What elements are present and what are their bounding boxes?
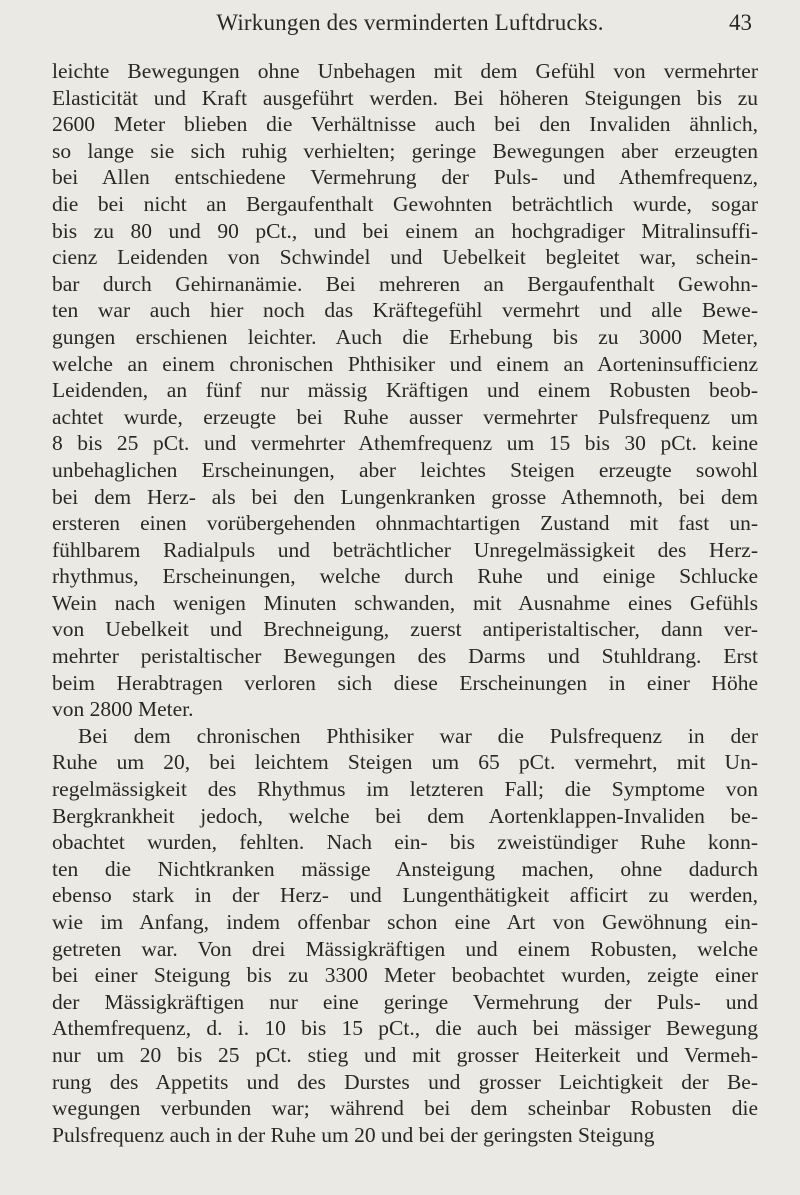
text-line: ten war auch hier noch das Kräftegefühl vermehrt und alle Bewe- xyxy=(52,298,758,323)
text-line: Elasticität und Kraft ausgeführt werden. Bei höheren Steigungen bis zu xyxy=(52,85,758,110)
running-title: Wirkungen des verminderten Luftdrucks. xyxy=(216,10,604,35)
text-line: rhythmus, Erscheinungen, welche durch Ruhe und einige Schlucke xyxy=(52,564,758,589)
text-line: welche an einem chronischen Phthisiker und einem an Aorteninsufficienz xyxy=(52,351,758,376)
running-head xyxy=(60,10,760,46)
text-line: Leidenden, an fünf nur mässig Kräftigen und einem Robusten beob- xyxy=(52,378,758,403)
text-line: bis zu 80 und 90 pCt., und bei einem an hochgradiger Mitralinsuffi- xyxy=(52,218,758,243)
text-line: beim Herabtragen verloren sich diese Erscheinungen in einer Höhe xyxy=(52,670,758,695)
text-line: wegungen verbunden war; während bei dem scheinbar Robusten die xyxy=(52,1096,758,1121)
text-line: getreten war. Von drei Mässigkräftigen und einem Robusten, welche xyxy=(52,936,758,961)
text-line: bar durch Gehirnanämie. Bei mehreren an Bergaufenthalt Gewohn- xyxy=(52,271,758,296)
paragraph-2 xyxy=(52,723,758,1149)
text-line: 8 bis 25 pCt. und vermehrter Athemfrequenz um 15 bis 30 pCt. keine xyxy=(52,431,758,456)
text-line: rung des Appetits und des Durstes und grosser Leichtigkeit der Be- xyxy=(52,1069,758,1094)
text-line: so lange sie sich ruhig verhielten; geringe Bewegungen aber erzeugten xyxy=(52,138,758,163)
text-line: Athemfrequenz, d. i. 10 bis 15 pCt., die auch bei mässiger Bewegung xyxy=(52,1016,758,1041)
text-line: Bergkrankheit jedoch, welche bei dem Aortenklappen-Invaliden be- xyxy=(52,803,758,828)
text-line: obachtet wurden, fehlten. Nach ein- bis zweistündiger Ruhe konn- xyxy=(52,830,758,855)
text-line: leichte Bewegungen ohne Unbehagen mit dem Gefühl von vermehrter xyxy=(52,59,758,83)
text-line: cienz Leidenden von Schwindel und Uebelkeit begleitet war, schein- xyxy=(52,245,758,270)
text-line: Bei dem chronischen Phthisiker war die Pulsfrequenz in der xyxy=(78,723,758,748)
text-line: gungen erschienen leichter. Auch die Erhebung bis zu 3000 Meter, xyxy=(52,324,758,349)
text-line: Pulsfrequenz auch in der Ruhe um 20 und bei der geringsten Steigung xyxy=(52,1122,655,1147)
text-line: der Mässigkräftigen nur eine geringe Vermehrung der Puls- und xyxy=(52,989,758,1014)
text-line: regelmässigkeit des Rhythmus im letzteren Fall; die Symptome von xyxy=(52,777,758,802)
text-line: mehrter peristaltischer Bewegungen des Darms und Stuhldrang. Erst xyxy=(52,644,758,669)
text-line: Ruhe um 20, bei leichtem Steigen um 65 pCt. vermehrt, mit Un- xyxy=(52,750,758,775)
text-line: die bei nicht an Bergaufenthalt Gewohnten beträchtlich wurde, sogar xyxy=(52,191,758,216)
body-text xyxy=(52,58,758,1148)
text-line: wie im Anfang, indem offenbar schon eine Art von Gewöhnung ein- xyxy=(52,910,758,934)
text-line: von 2800 Meter. xyxy=(52,697,194,722)
text-line: bei Allen entschiedene Vermehrung der Puls- und Athemfrequenz, xyxy=(52,165,758,190)
text-line: bei einer Steigung bis zu 3300 Meter beobachtet wurden, zeigte einer xyxy=(52,963,758,988)
text-line: achtet wurde, erzeugte bei Ruhe ausser vermehrter Pulsfrequenz um xyxy=(52,404,758,429)
text-line: ersteren einen vorübergehenden ohnmachtartigen Zustand mit fast un- xyxy=(52,511,758,536)
text-line: bei dem Herz- als bei den Lungenkranken grosse Athemnoth, bei dem xyxy=(52,484,758,509)
page-number: 43 xyxy=(729,10,752,35)
paragraph-1 xyxy=(52,58,758,723)
text-line: ten die Nichtkranken mässige Ansteigung machen, ohne dadurch xyxy=(52,856,758,881)
text-line: Wein nach wenigen Minuten schwanden, mit Ausnahme eines Gefühls xyxy=(52,590,758,615)
text-line: unbehaglichen Erscheinungen, aber leichtes Steigen erzeugte sowohl xyxy=(52,457,758,482)
text-line: von Uebelkeit und Brechneigung, zuerst antiperistaltischer, dann ver- xyxy=(52,617,758,642)
text-line: fühlbarem Radialpuls und beträchtlicher Unregelmässigkeit des Herz- xyxy=(52,537,758,562)
text-line: nur um 20 bis 25 pCt. stieg und mit grosser Heiterkeit und Vermeh- xyxy=(52,1042,758,1067)
text-line: ebenso stark in der Herz- und Lungenthätigkeit afficirt zu werden, xyxy=(52,883,758,908)
text-line: 2600 Meter blieben die Verhältnisse auch bei den Invaliden ähnlich, xyxy=(52,112,758,137)
